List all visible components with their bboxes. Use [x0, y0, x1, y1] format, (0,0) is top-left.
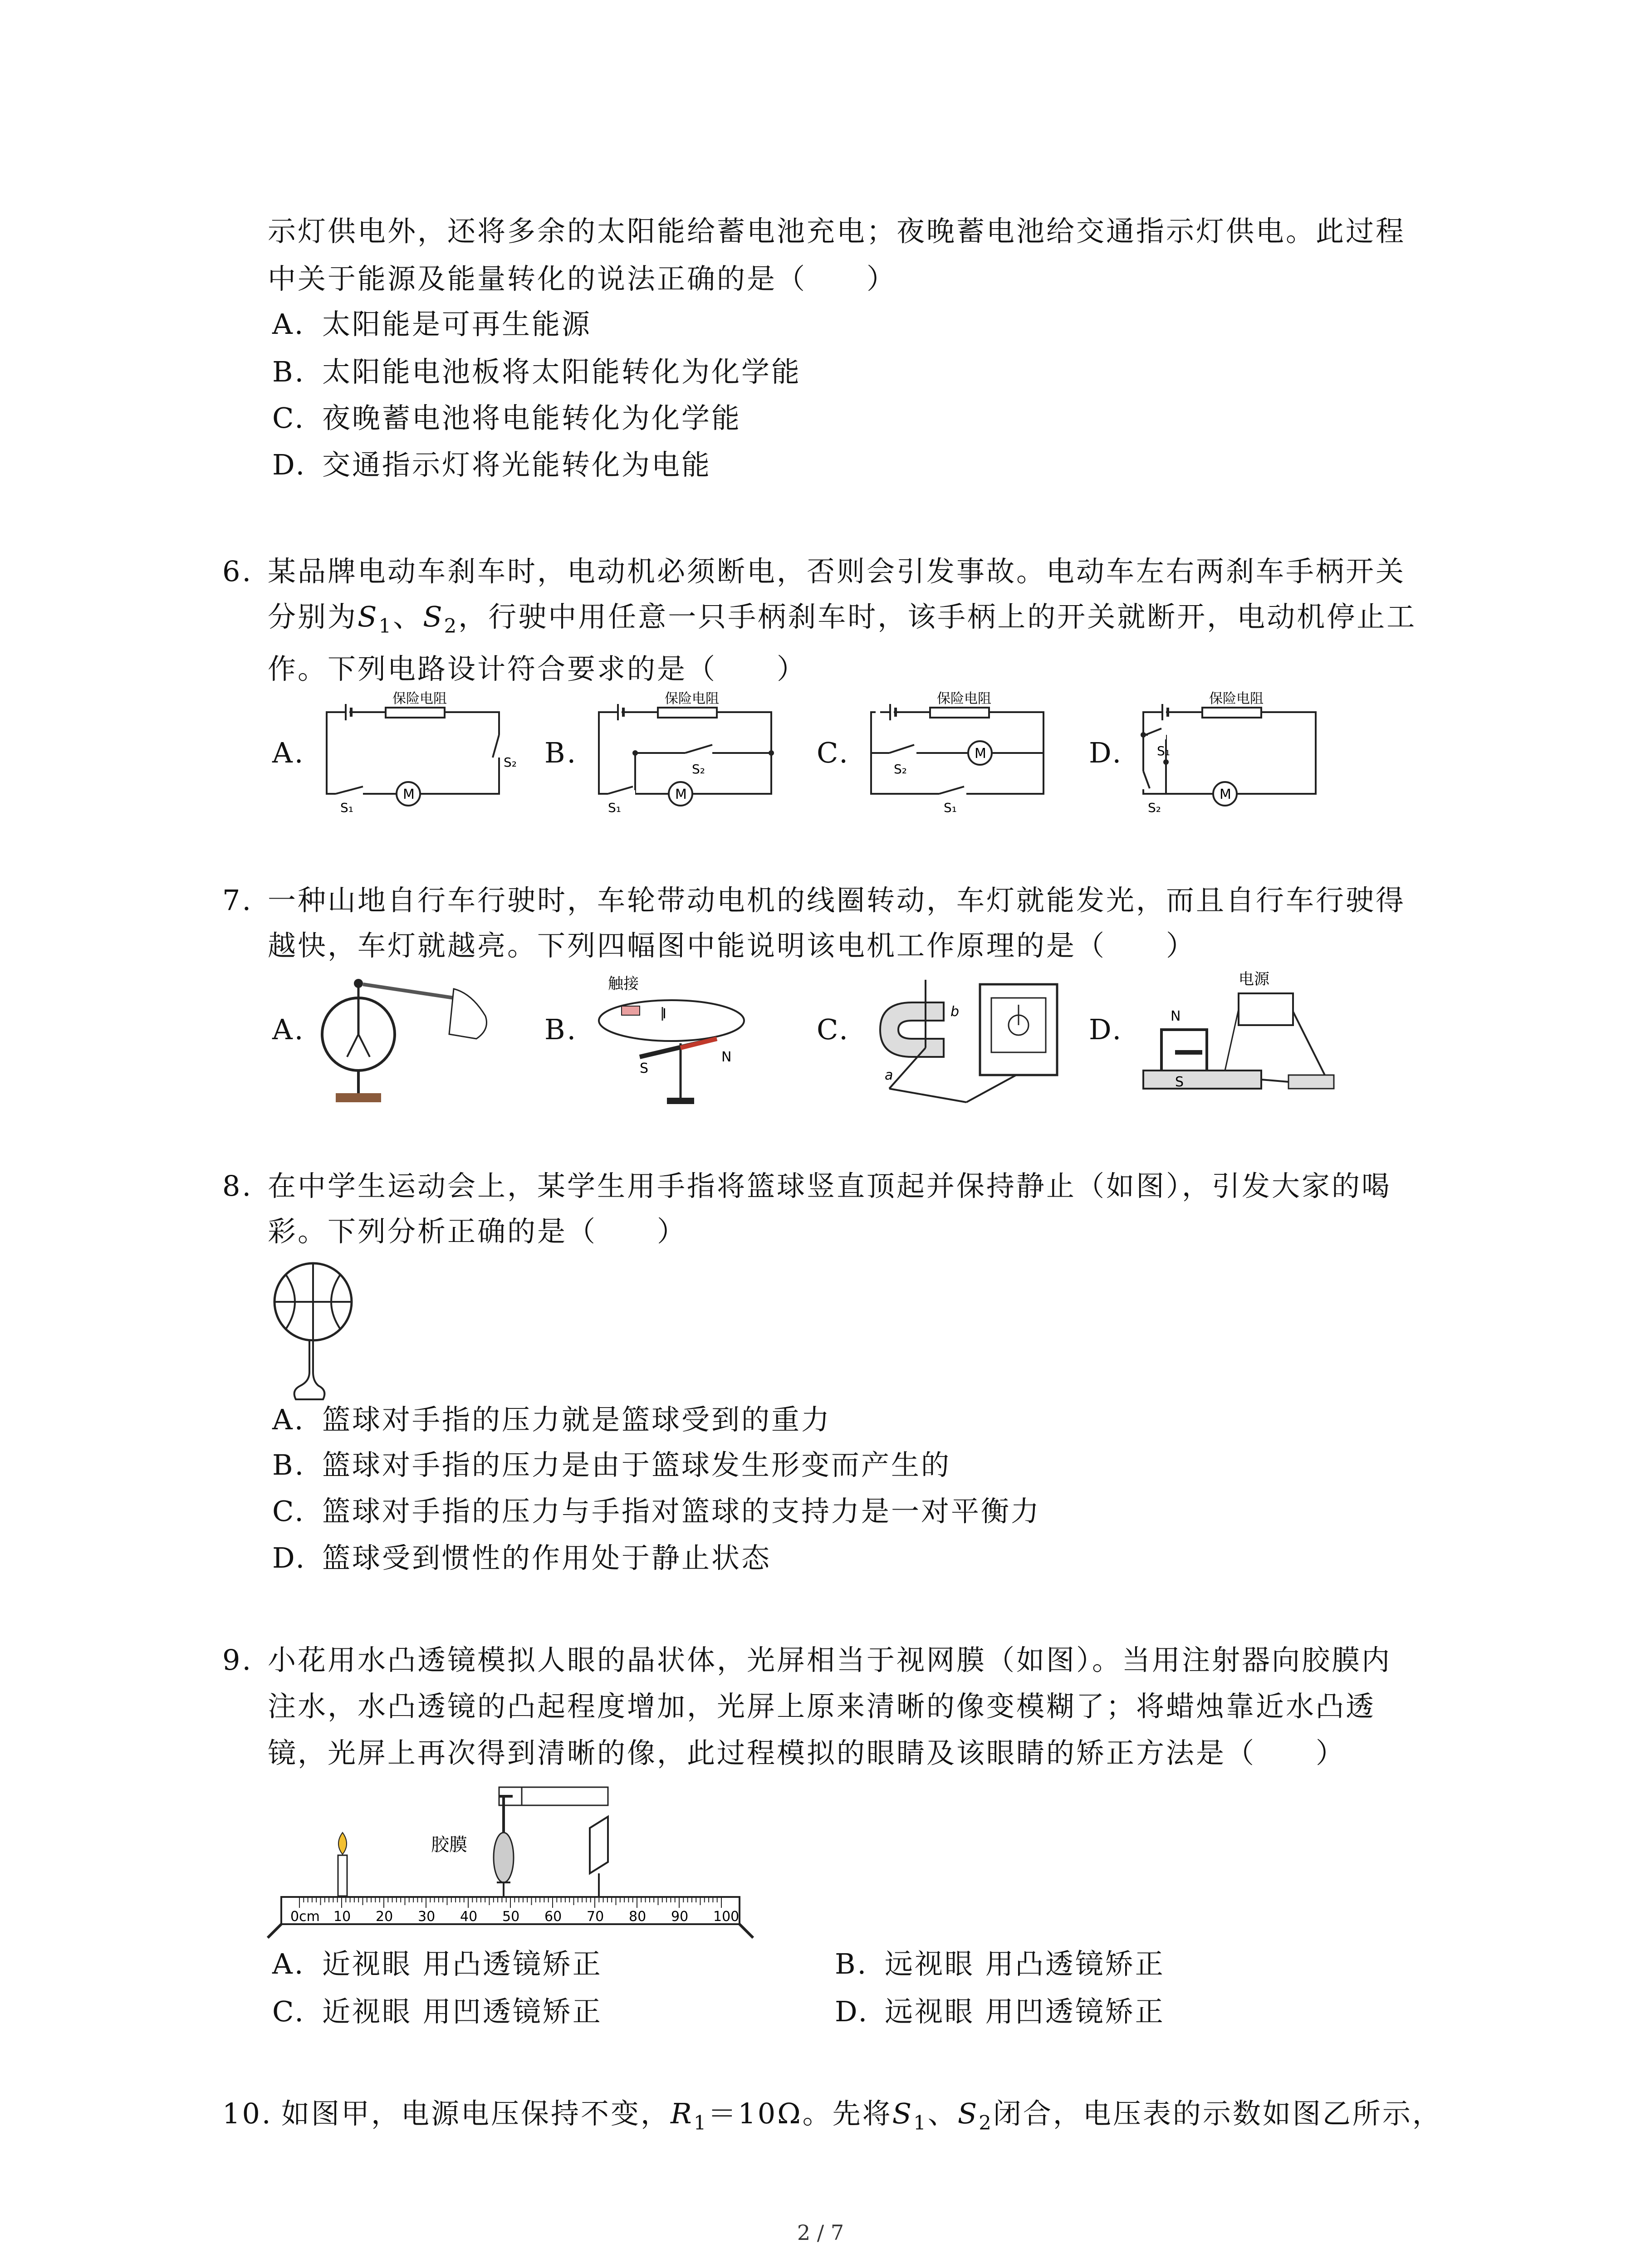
q7-option-d[interactable]: D.: [1089, 1013, 1123, 1046]
q6-circuit-d: [1134, 689, 1329, 815]
svg-text:M: M: [975, 746, 986, 762]
svg-text:S₂: S₂: [1148, 800, 1161, 815]
q9-line3: 镜，光屏上再次得到清晰的像，此过程模拟的眼睛及该眼睛的矫正方法是（ ）: [268, 1736, 1346, 1769]
q6-line2: 分别为$S_1$、$S_2$，行驶中用任意一只手柄刹车时，该手柄上的开关就断开，电动机停止工: [268, 600, 1417, 638]
q5-option-a[interactable]: A. 太阳能是可再生能源: [272, 308, 592, 341]
q6-option-b[interactable]: B.: [544, 736, 578, 769]
svg-text:S: S: [640, 1061, 649, 1076]
svg-text:S₂: S₂: [894, 762, 907, 777]
q7-option-c[interactable]: C.: [817, 1013, 850, 1046]
svg-text:b: b: [950, 1004, 960, 1020]
q6-option-c[interactable]: C.: [817, 736, 850, 769]
resistor-label: 保险电阻: [392, 691, 447, 707]
q7-figure-d-motor: [1134, 966, 1343, 1111]
q6-option-d[interactable]: D.: [1089, 736, 1123, 769]
svg-text:N: N: [1171, 1008, 1181, 1024]
ruler-label: 60: [544, 1909, 562, 1925]
ruler-label: 70: [587, 1909, 604, 1925]
ruler-label: 50: [502, 1909, 520, 1925]
svg-text:N: N: [721, 1049, 732, 1065]
q5-option-c[interactable]: C. 夜晚蓄电池将电能转化为化学能: [272, 401, 742, 435]
svg-text:保险电阻: 保险电阻: [1209, 691, 1264, 707]
q8-line1: 8. 在中学生运动会上，某学生用手指将篮球竖直顶起并保持静止（如图），引发大家的喝: [222, 1169, 1392, 1202]
q9-figure-optical-bench: [268, 1778, 758, 1941]
q5-option-d[interactable]: D. 交通指示灯将光能转化为电能: [272, 448, 712, 481]
ruler-label: 100: [713, 1909, 740, 1925]
svg-text:S₂: S₂: [504, 755, 517, 770]
ruler-label: 90: [671, 1909, 689, 1925]
svg-text:S₁: S₁: [1157, 743, 1170, 758]
svg-text:触接: 触接: [608, 975, 639, 993]
q8-option-a[interactable]: A. 篮球对手指的压力就是篮球受到的重力: [272, 1403, 832, 1436]
svg-text:S₁: S₁: [944, 800, 957, 815]
q9-option-b[interactable]: B. 远视眼 用凸透镜矫正: [835, 1947, 1165, 1980]
q9-line1: 9. 小花用水凸透镜模拟人眼的晶状体，光屏相当于视网膜（如图）。当用注射器向胶膜内: [222, 1643, 1392, 1677]
q8-option-b[interactable]: B. 篮球对手指的压力是由于篮球发生形变而产生的: [272, 1448, 951, 1481]
q8-option-d[interactable]: D. 篮球受到惯性的作用处于静止状态: [272, 1541, 772, 1574]
ruler-label: 20: [376, 1909, 393, 1925]
q6-option-a[interactable]: A.: [272, 736, 305, 769]
svg-text:M: M: [1220, 787, 1231, 802]
svg-text:S: S: [1175, 1074, 1184, 1090]
q7-figure-c-induction: [862, 966, 1071, 1111]
q7-figure-b-oersted: [590, 971, 780, 1107]
q7-figure-a-electroscope: [318, 971, 508, 1107]
q9-option-d[interactable]: D. 远视眼 用凹透镜矫正: [835, 1995, 1165, 2028]
svg-text:S₁: S₁: [340, 800, 353, 815]
svg-text:M: M: [675, 787, 687, 802]
q9-option-a[interactable]: A. 近视眼 用凸透镜矫正: [272, 1947, 603, 1980]
q5-text-line1: 示灯供电外，还将多余的太阳能给蓄电池充电；夜晚蓄电池给交通指示灯供电。此过程: [268, 215, 1406, 248]
q6-circuit-c: [862, 689, 1057, 815]
svg-text:I: I: [662, 1006, 666, 1022]
q8-figure-basketball: [268, 1256, 367, 1402]
svg-text:电源: 电源: [1239, 970, 1269, 988]
q7-option-a[interactable]: A.: [272, 1013, 305, 1046]
q6-line3: 作。下列电路设计符合要求的是（ ）: [268, 652, 807, 685]
q6-line1: 6. 某品牌电动车刹车时，电动机必须断电，否则会引发事故。电动车左右两刹车手柄开关: [222, 555, 1406, 588]
q5-text-line2: 中关于能源及能量转化的说法正确的是（ ）: [268, 262, 897, 295]
svg-text:保险电阻: 保险电阻: [937, 691, 991, 707]
q9-option-c[interactable]: C. 近视眼 用凹透镜矫正: [272, 1995, 603, 2028]
ruler-label: 0cm: [290, 1909, 320, 1925]
q6-circuit-b: [590, 689, 785, 815]
svg-text:保险电阻: 保险电阻: [665, 691, 719, 707]
svg-text:a: a: [885, 1067, 893, 1083]
q7-line2: 越快，车灯就越亮。下列四幅图中能说明该电机工作原理的是（ ）: [268, 929, 1196, 962]
q10-line1: 10. 如图甲，电源电压保持不变，$R_1=10\Omega$。先将$S_1$、$S_2$闭合，电压表的示数如图乙所示，: [222, 2097, 1442, 2135]
ruler-label: 40: [460, 1909, 478, 1925]
q5-option-b[interactable]: B. 太阳能电池板将太阳能转化为化学能: [272, 355, 802, 388]
q9-line2: 注水，水凸透镜的凸起程度增加，光屏上原来清晰的像变模糊了；将蜡烛靠近水凸透: [268, 1690, 1376, 1723]
q6-circuit-a: [318, 689, 517, 815]
membrane-label: 胶膜: [431, 1834, 467, 1855]
svg-text:S₂: S₂: [692, 762, 705, 777]
ruler-label: 10: [333, 1909, 351, 1925]
ruler-label: 30: [418, 1909, 436, 1925]
q7-line1: 7. 一种山地自行车行驶时，车轮带动电机的线圈转动，车灯就能发光，而且自行车行驶得: [222, 884, 1406, 917]
ruler-label: 80: [629, 1909, 647, 1925]
svg-text:S₁: S₁: [608, 800, 621, 815]
svg-text:M: M: [403, 787, 415, 802]
q8-line2: 彩。下列分析正确的是（ ）: [268, 1215, 687, 1248]
page-number: 2 / 7: [797, 2220, 844, 2245]
q7-option-b[interactable]: B.: [544, 1013, 578, 1046]
q8-option-c[interactable]: C. 篮球对手指的压力与手指对篮球的支持力是一对平衡力: [272, 1495, 1041, 1528]
